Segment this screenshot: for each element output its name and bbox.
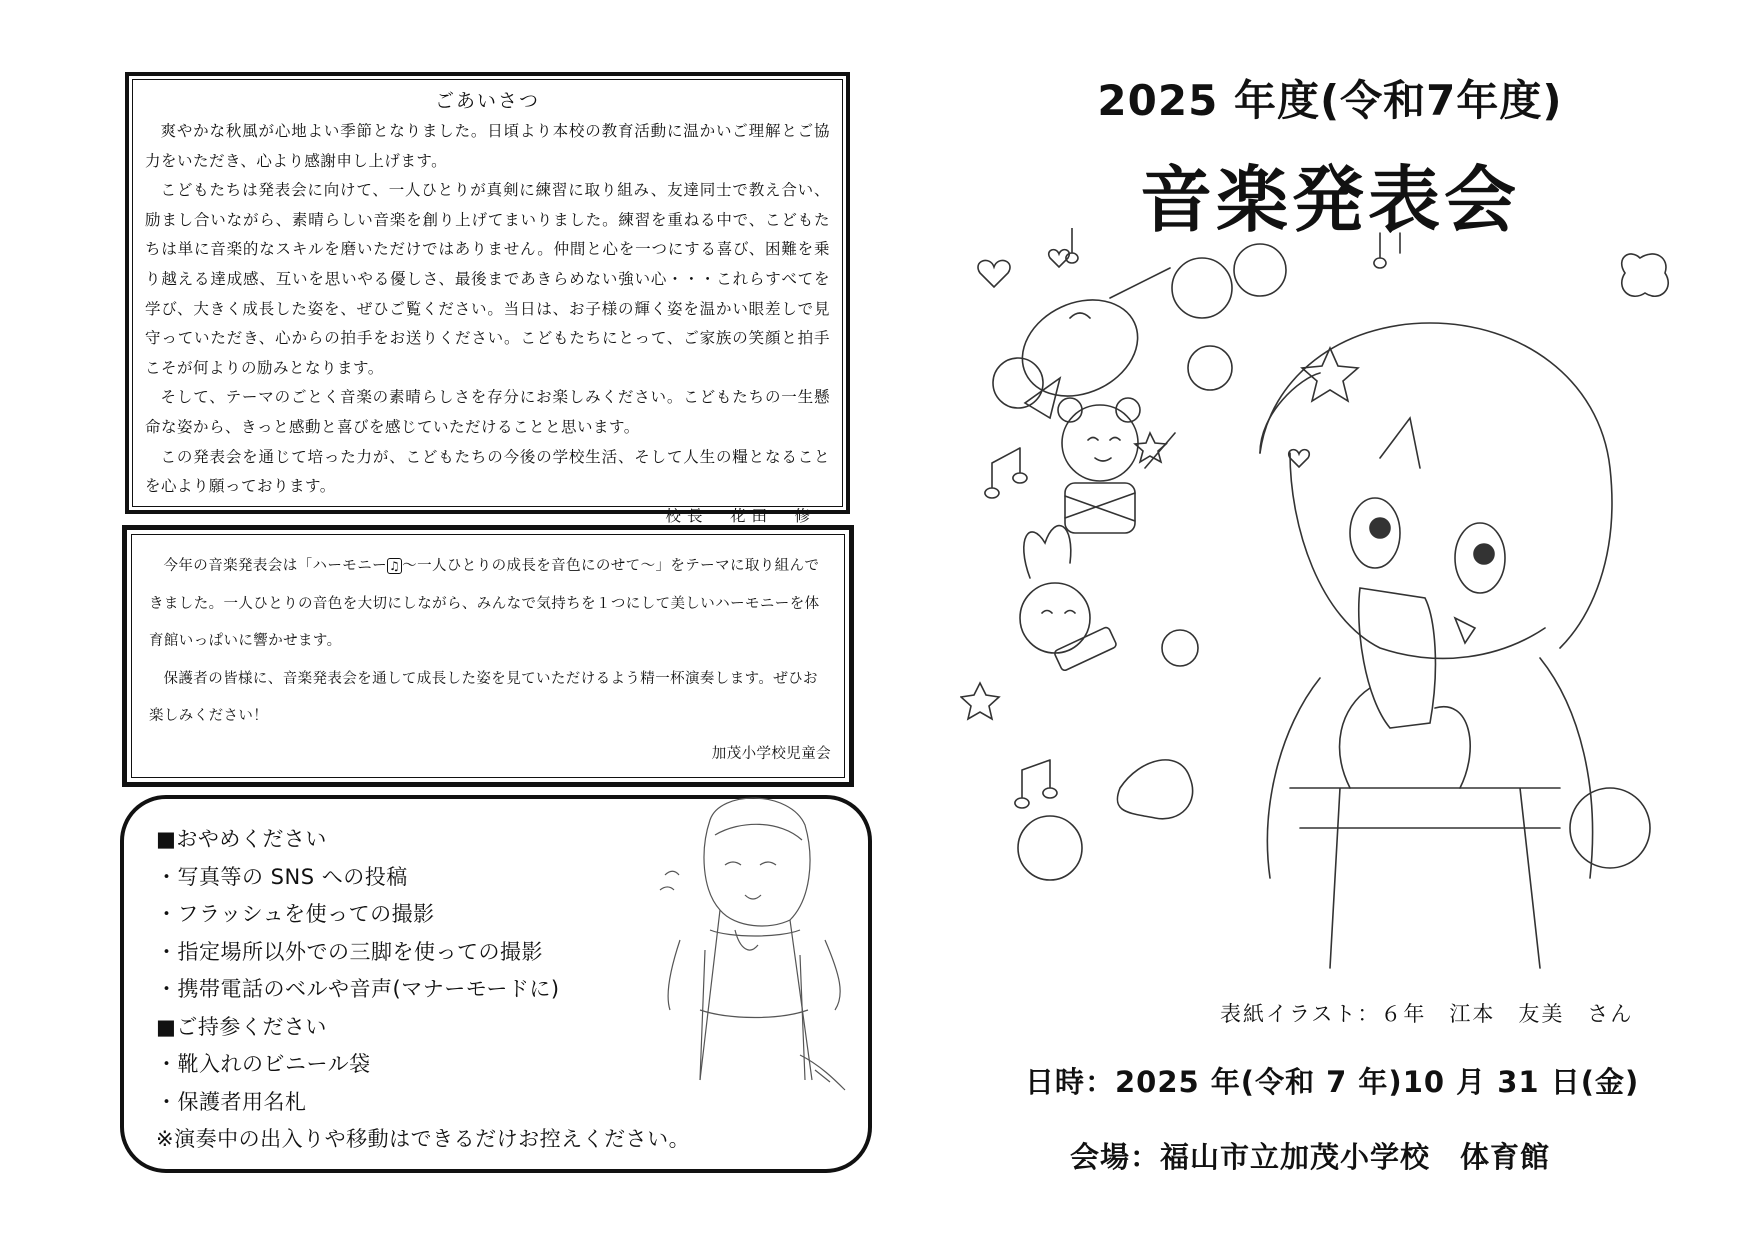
girl-sketch-illustration xyxy=(640,780,855,1110)
principal-signature: 校長 花田 修 xyxy=(665,506,816,525)
council-text: 〜一人ひとりの成長を音色にのせて〜」をテーマに取り組んできました。一人ひとりの音色を大切にしながら、みんなで気持ちを１つにして美しいハーモニーを体育館いっぱいに響かせます。 xyxy=(149,558,820,649)
music-note-icon: ♫ xyxy=(389,559,401,573)
event-title: 音楽発表会 xyxy=(1139,158,1520,242)
rules-heading-prohibited: ■おやめください xyxy=(156,827,327,851)
greeting-last-paragraph: この発表会を通じて培った力が、こどもたちの今後の学校生活、そして人生の糧となることを心より願っております。 xyxy=(145,447,830,496)
greeting-paragraph: そして、テーマのごとく音楽の素晴らしさを存分にお楽しみください。こどもたちの一生懸命な姿から、きっと感動と喜びを感じていただけることと思います。 xyxy=(145,388,830,436)
rules-item: ・保護者用名札 xyxy=(156,1089,307,1114)
council-paragraph xyxy=(149,548,831,661)
greeting-box xyxy=(125,72,850,525)
event-year: 2025 年度(令和7年度) xyxy=(1097,76,1563,125)
cover-illustration xyxy=(960,228,1680,978)
cover-illustration-credit: 表紙イラスト：６年 江本 友美 さん xyxy=(1220,1002,1634,1026)
council-signature: 加茂小学校児童会 xyxy=(711,745,831,762)
greeting-paragraph: こどもたちは発表会に向けて、一人ひとりが真剣に練習に取り組み、友達同士で教え合い、励まし合いながら、素晴らしい音楽を創り上げてまいりました。練習を重ねる中で、こどもたちは単に音楽的なスキルを磨いただけではありません。仲間と心を一つにする喜び、困難を乗り越える達成感、互いを思いやる優しさ、最後まであきらめない強い心・・・これらすべてを学び、大きく成長した姿を、ぜひご覧ください。当日は、お子様の輝く姿を温かい眼差しで見守っていただき、心からの拍手をお送りください。こどもたちにとって、ご家族の笑顔と拍手こそが何よりの励みとなります。 xyxy=(145,181,830,377)
rules-note: ※演奏中の出入りや移動はできるだけお控えください。 xyxy=(156,1127,691,1151)
council-text: 今年の音楽発表会は「ハーモニー xyxy=(163,558,387,574)
greeting-title: ごあいさつ xyxy=(434,90,540,112)
rules-heading-bring: ■ご持参ください xyxy=(156,1014,327,1039)
rules-item: ・携帯電話のベルや音声(マナーモードに) xyxy=(156,977,560,1001)
council-paragraph: 保護者の皆様に、音楽発表会を通して成長した姿を見ていただけるよう精一杯演奏します。ぜひお楽しみください！ xyxy=(149,670,818,724)
rules-item: ・フラッシュを使っての撮影 xyxy=(156,902,435,926)
event-venue: 会場：福山市立加茂小学校 体育館 xyxy=(1070,1140,1551,1174)
greeting-paragraph xyxy=(145,443,830,502)
rules-item: ・靴入れのビニール袋 xyxy=(156,1052,371,1076)
student-council-box xyxy=(122,525,854,787)
rules-item: ・指定場所以外での三脚を使っての撮影 xyxy=(156,939,543,964)
greeting-paragraph: 爽やかな秋風が心地よい季節となりました。日頃より本校の教育活動に温かいご理解とご協力をいただき、心より感謝申し上げます。 xyxy=(145,122,830,170)
rules-item: ・写真等の SNS への投稿 xyxy=(156,864,408,889)
event-datetime: 日時：2025 年(令和 7 年)10 月 31 日(金) xyxy=(1025,1065,1640,1099)
